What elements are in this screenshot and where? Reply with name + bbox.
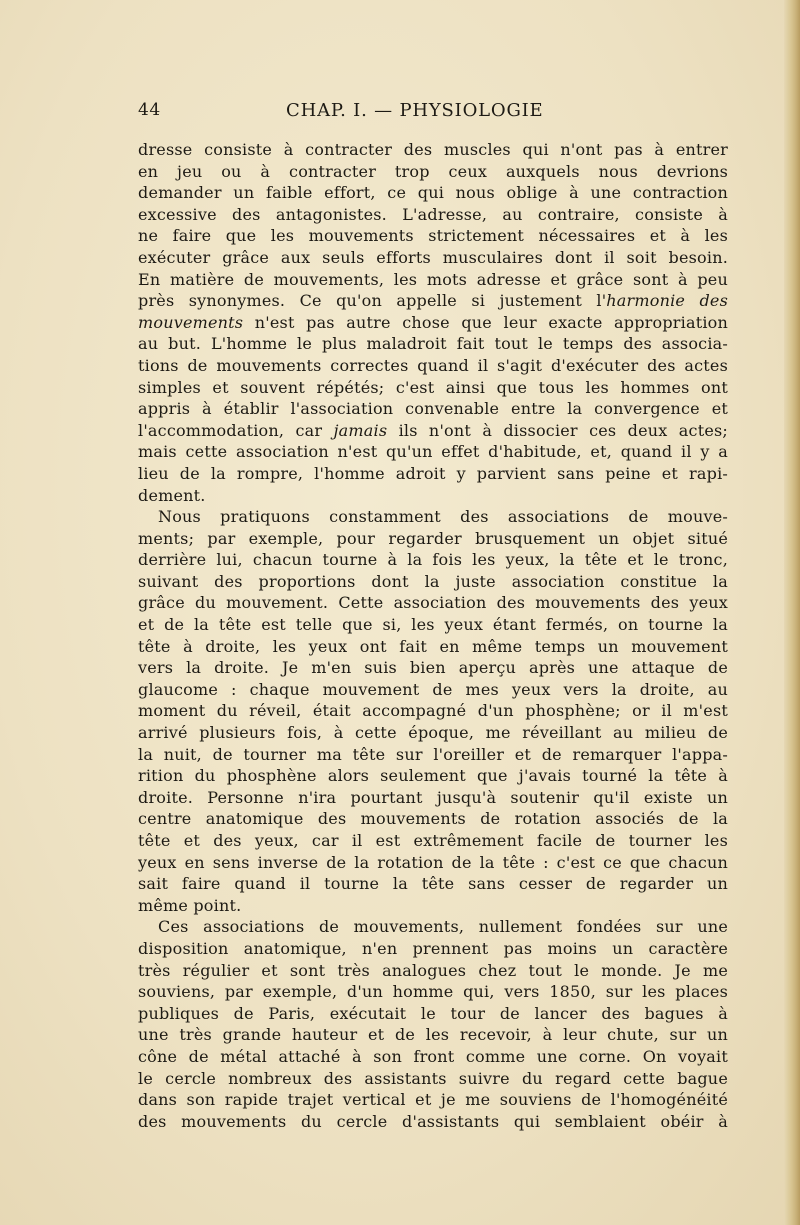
text-line: grâce du mouvement. Cette association des mouvements des yeux [138,593,728,613]
text-line: excessive des antagonistes. L'adresse, au contraire, consiste à [138,204,728,224]
text-line: arrivé plusieurs fois, à cette époque, me réveillant au milieu de [138,723,728,743]
text-line: ne faire que les mouvements strictement nécessaires et à les [138,226,728,246]
text-line: derrière lui, chacun tourne à la fois les yeux, la tête et le tronc, [138,550,728,570]
text-line: souviens, par exemple, d'un homme qui, vers 1850, sur les places [138,982,728,1002]
text-line: disposition anatomique, n'en prennent pas moins un caractère [138,938,728,958]
text-line: yeux en sens inverse de la rotation de la tête : c'est ce que chacun [138,852,728,872]
text-line: tête à droite, les yeux ont fait en même temps un mouvement [138,636,728,656]
text-line: une très grande hauteur et de les recevoir, à leur chute, sur un [138,1025,728,1045]
body-text [138,139,728,1132]
running-head: CHAP. I. — PHYSIOLOGIE [286,100,544,121]
text-line: le cercle nombreux des assistants suivre du regard cette bague [138,1068,728,1088]
text-line: et de la tête est telle que si, les yeux étant fermés, on tourne la [138,615,728,635]
text-line: appris à établir l'association convenable entre la convergence et [138,399,728,419]
text-line: glaucome : chaque mouvement de mes yeux vers la droite, au [138,679,728,699]
text-line: dans son rapide trajet vertical et je me souviens de l'homogénéité [138,1090,728,1110]
text-line: lieu de la rompre, l'homme adroit y parvient sans peine et rapi- [138,463,728,483]
paragraph-start-line: Nous pratiquons constamment des associations de mouve- [158,507,728,527]
text-line: des mouvements du cercle d'assistants qui semblaient obéir à [138,1111,728,1131]
text-line: En matière de mouvements, les mots adresse et grâce sont à peu [138,269,728,289]
text-line-with-italic: près synonymes. Ce qu'on appelle si justement l'harmonie des [138,291,728,311]
text-line: la nuit, de tourner ma tête sur l'oreiller et de remarquer l'appa- [138,744,728,764]
text-line: droite. Personne n'ira pourtant jusqu'à soutenir qu'il existe un [138,787,728,807]
text-line: ments; par exemple, pour regarder brusquement un objet situé [138,528,728,548]
text-line-with-italic: mouvements n'est pas autre chose que leur exacte appropriation [138,312,728,332]
italic-phrase: mouvements [138,312,244,332]
text-line: cône de métal attaché à son front comme une corne. On voyait [138,1046,728,1066]
paragraph-start-line: Ces associations de mouvements, nullement fondées sur une [158,917,728,937]
page-edge [784,0,800,1225]
text-line: demander un faible effort, ce qui nous oblige à une contraction [138,183,728,203]
text-line: très régulier et sont très analogues chez tout le monde. Je me [138,960,728,980]
italic-phrase: jamais [333,420,388,440]
text-line: rition du phosphène alors seulement que j'avais tourné la tête à [138,766,728,786]
text-line: au but. L'homme le plus maladroit fait tout le temps des associa- [138,334,728,354]
text-line: mais cette association n'est qu'un effet d'habitude, et, quand il y a [138,442,728,462]
italic-phrase: harmonie des [606,291,728,311]
text-line: vers la droite. Je m'en suis bien aperçu après une attaque de [138,658,728,678]
text-line: publiques de Paris, exécutait le tour de lancer des bagues à [138,1003,728,1023]
text-line: dement. [138,485,206,505]
text-line: moment du réveil, était accompagné d'un phosphène; or il m'est [138,701,728,721]
text-line: simples et souvent répétés; c'est ainsi que tous les hommes ont [138,377,728,397]
page-number: 44 [138,100,161,120]
page-header [0,100,800,124]
text-line: en jeu ou à contracter trop ceux auxquels nous devrions [138,161,728,181]
text-line: centre anatomique des mouvements de rotation associés de la [138,809,728,829]
text-line-with-italic: l'accommodation, car jamais ils n'ont à dissocier ces deux actes; [138,420,728,440]
text-line: exécuter grâce aux seuls efforts musculaires dont il soit besoin. [138,247,728,267]
text-line: tions de mouvements correctes quand il s'agit d'exécuter des actes [138,355,728,375]
text-line: dresse consiste à contracter des muscles qui n'ont pas à entrer [138,140,728,159]
text-line: sait faire quand il tourne la tête sans cesser de regarder un [138,874,728,894]
text-line: tête et des yeux, car il est extrêmement facile de tourner les [138,831,728,850]
text-line: même point. [138,895,242,915]
text-line: suivant des proportions dont la juste association constitue la [138,571,728,591]
